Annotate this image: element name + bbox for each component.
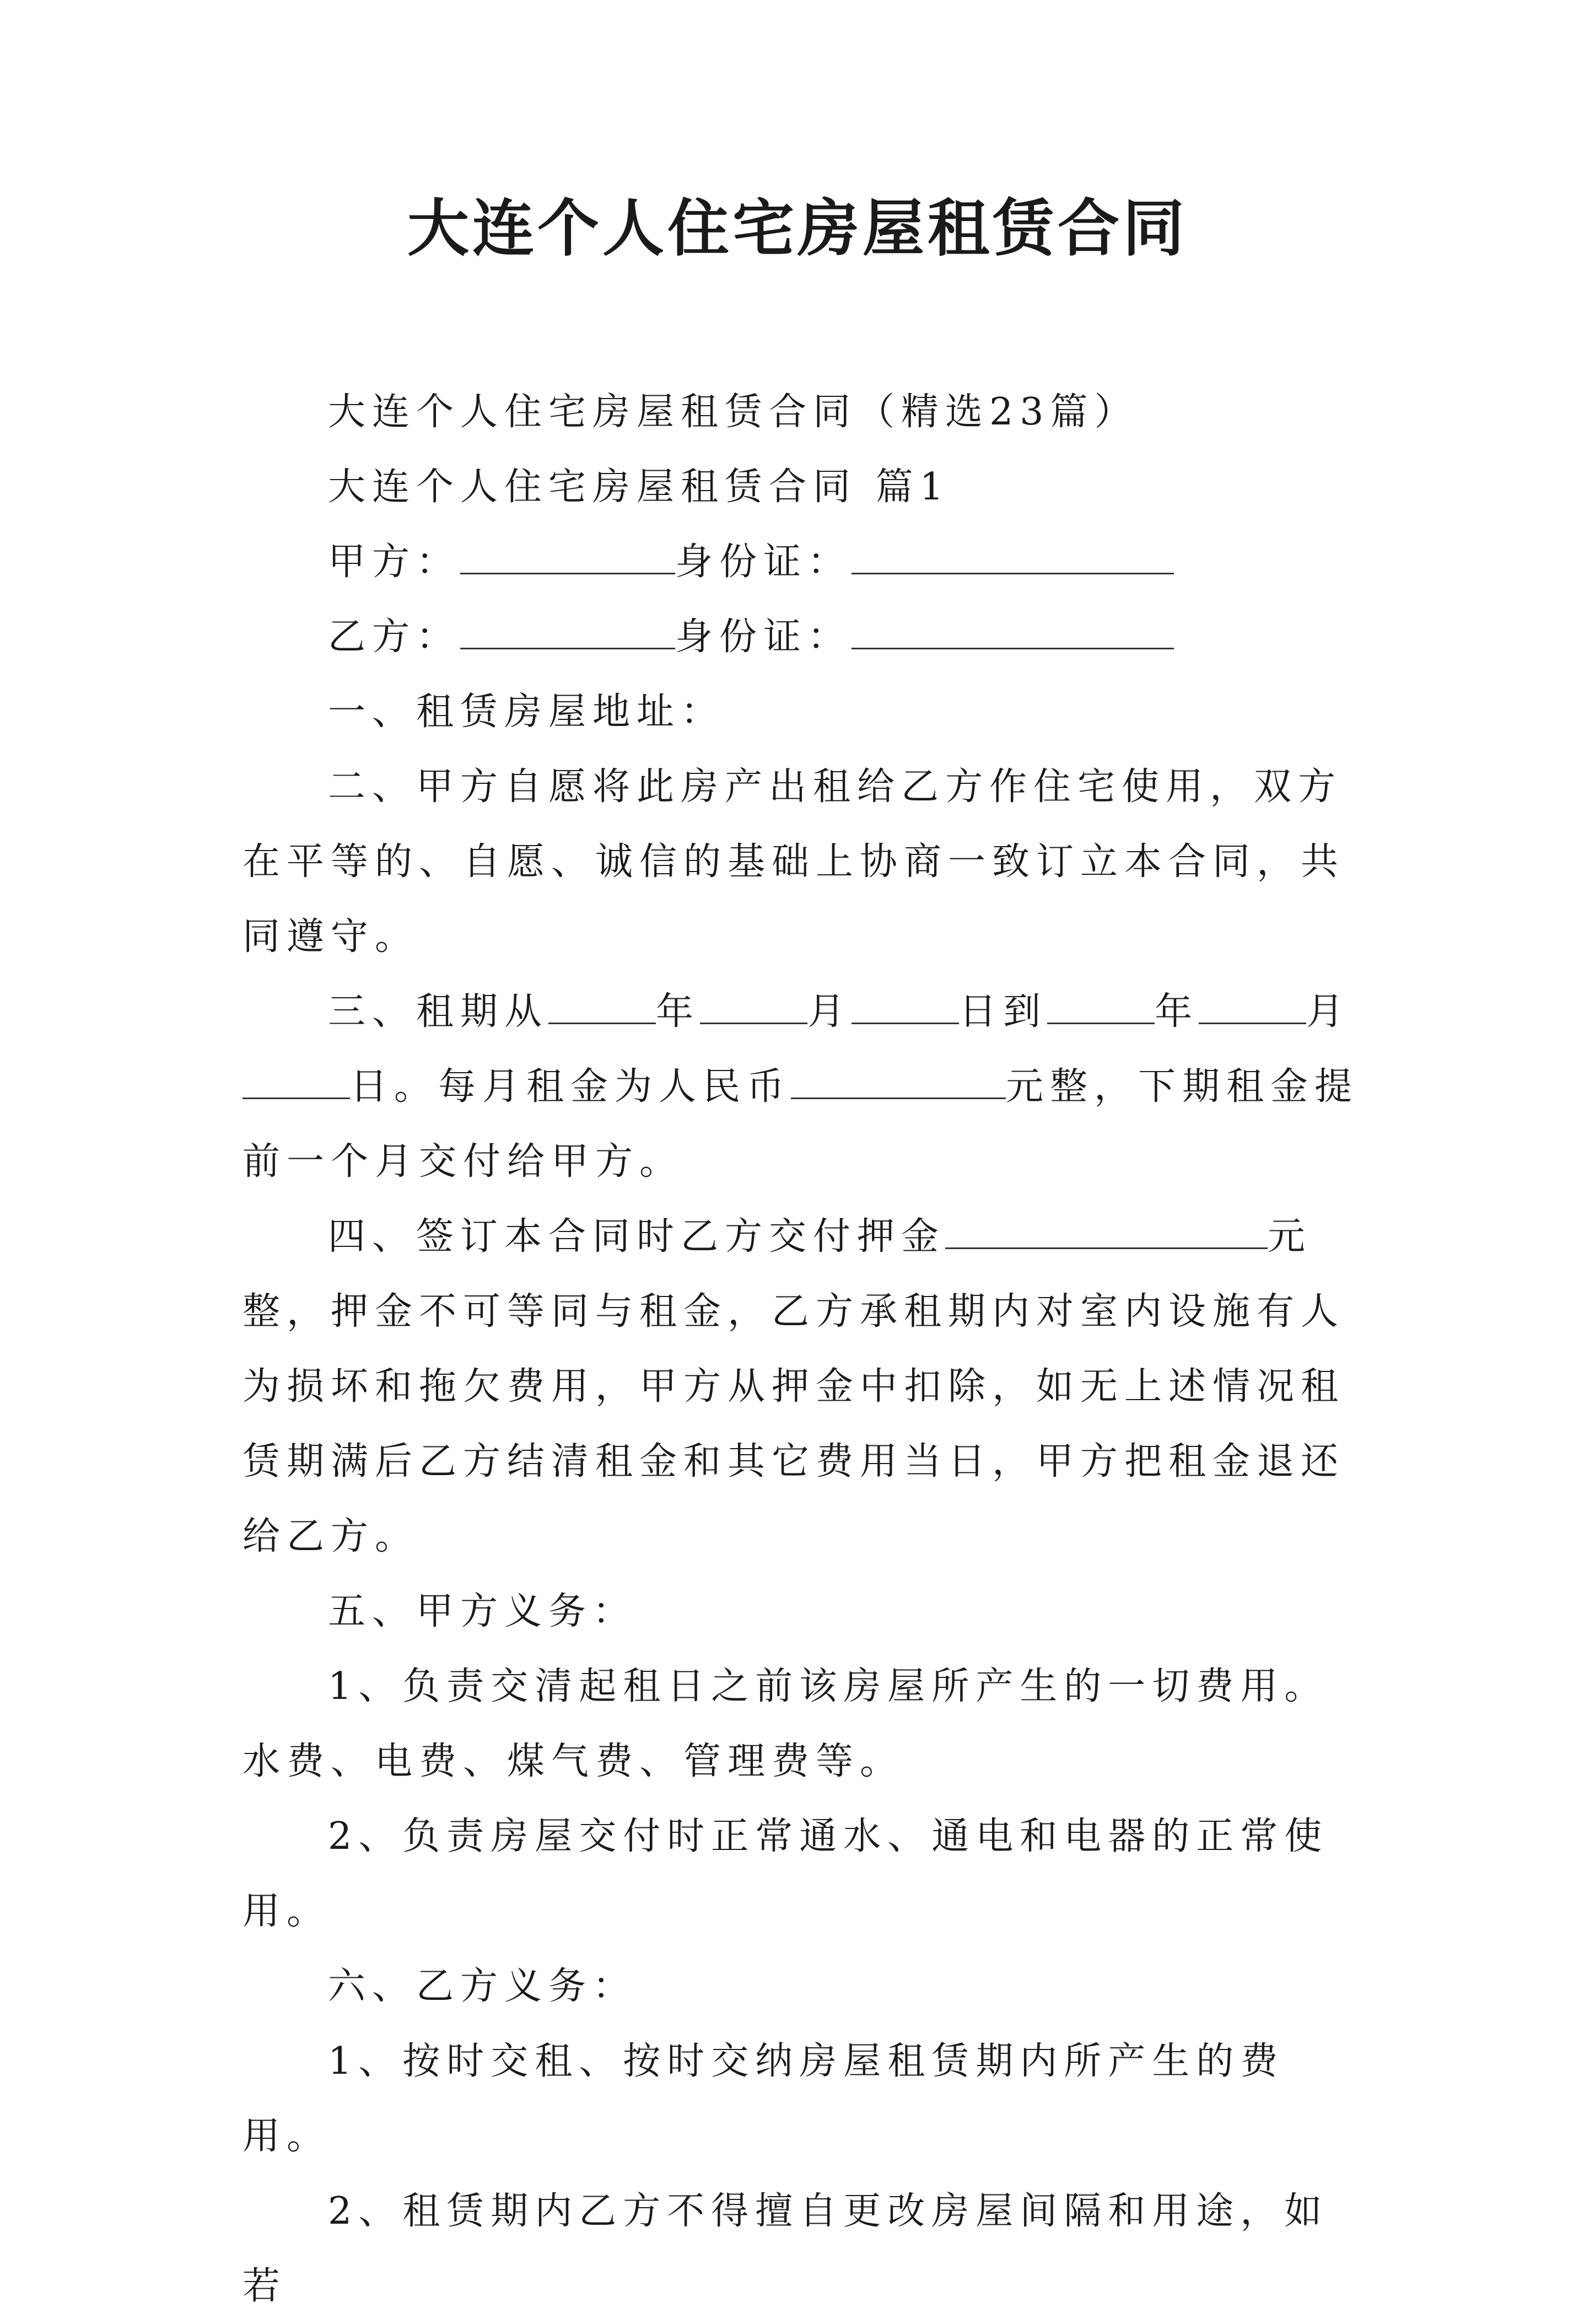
- clause-4: [243, 1199, 1361, 1574]
- clause-4-suffix: 元整，押金不可等同与租金，乙方承租期内对室内设施有人为损坏和拖欠费用，甲方从押金中扣除，如无上述情况租赁期满后乙方结清租金和其它费用当日，甲方把租金退还给乙方。: [243, 1215, 1345, 1558]
- document-body: [243, 375, 1361, 2324]
- section-heading: 大连个人住宅房屋租赁合同 篇1: [328, 465, 950, 509]
- party-b-name-blank: [460, 610, 675, 649]
- clause-5-item-2: 2、负责房屋交付时正常通水、通电和电器的正常使用。: [243, 1815, 1329, 1933]
- clause-6-item-1: 1、按时交租、按时交纳房屋租赁期内所产生的费用。: [243, 2040, 1285, 2158]
- clause-3: [243, 975, 1361, 1199]
- clause-3-day-to: 日到: [959, 990, 1048, 1034]
- end-day-blank: [243, 1060, 350, 1099]
- clause-2: 二、甲方自愿将此房产出租给乙方作住宅使用，双方在平等的、自愿、诚信的基础上协商一致订立本合同，共同遵守。: [243, 765, 1345, 959]
- clause-6-heading: 六、乙方义务：: [328, 1965, 637, 2008]
- clause-3-prefix: 三、租期从: [328, 990, 549, 1034]
- clause-3-month1: 月: [807, 990, 852, 1034]
- clause-4-prefix: 四、签订本合同时乙方交付押金: [328, 1215, 946, 1258]
- rent-amount-blank: [791, 1060, 1006, 1099]
- subtitle: 大连个人住宅房屋租赁合同（精选23篇）: [328, 390, 1139, 434]
- party-b-label: 乙方：: [328, 615, 461, 659]
- party-b-line: [243, 600, 1361, 675]
- clause-3-year2: 年: [1155, 990, 1199, 1034]
- clause-6-item-2: 2、租赁期内乙方不得擅自更改房屋间隔和用途，如若: [243, 2189, 1329, 2308]
- clause-3-rent-suffix: 元整，下期租金提前一个月交付给甲方。: [243, 1065, 1359, 1183]
- clause-3-rent-text: 日。每月租金为人民币: [350, 1065, 791, 1109]
- end-year-blank: [1047, 985, 1155, 1024]
- clause-3-month2: 月: [1306, 990, 1351, 1034]
- party-b-id-blank: [852, 610, 1174, 649]
- clause-5-heading: 五、甲方义务：: [328, 1590, 637, 1633]
- party-a-id-label: 身份证：: [675, 540, 852, 584]
- start-day-blank: [852, 985, 959, 1024]
- party-b-id-label: 身份证：: [675, 615, 852, 659]
- party-a-line: [243, 525, 1361, 600]
- start-month-blank: [700, 985, 807, 1024]
- start-year-blank: [548, 985, 656, 1024]
- party-a-id-blank: [852, 535, 1174, 574]
- document-title: 大连个人住宅房屋租赁合同: [407, 192, 1188, 265]
- end-month-blank: [1199, 985, 1306, 1024]
- clause-5-item-1: 1、负责交清起租日之前该房屋所产生的一切费用。水费、电费、煤气费、管理费等。: [243, 1665, 1329, 1783]
- party-a-label: 甲方：: [328, 540, 461, 584]
- clause-1: 一、租赁房屋地址：: [328, 690, 725, 734]
- deposit-amount-blank: [945, 1210, 1268, 1249]
- party-a-name-blank: [460, 535, 675, 574]
- clause-3-year1: 年: [656, 990, 700, 1034]
